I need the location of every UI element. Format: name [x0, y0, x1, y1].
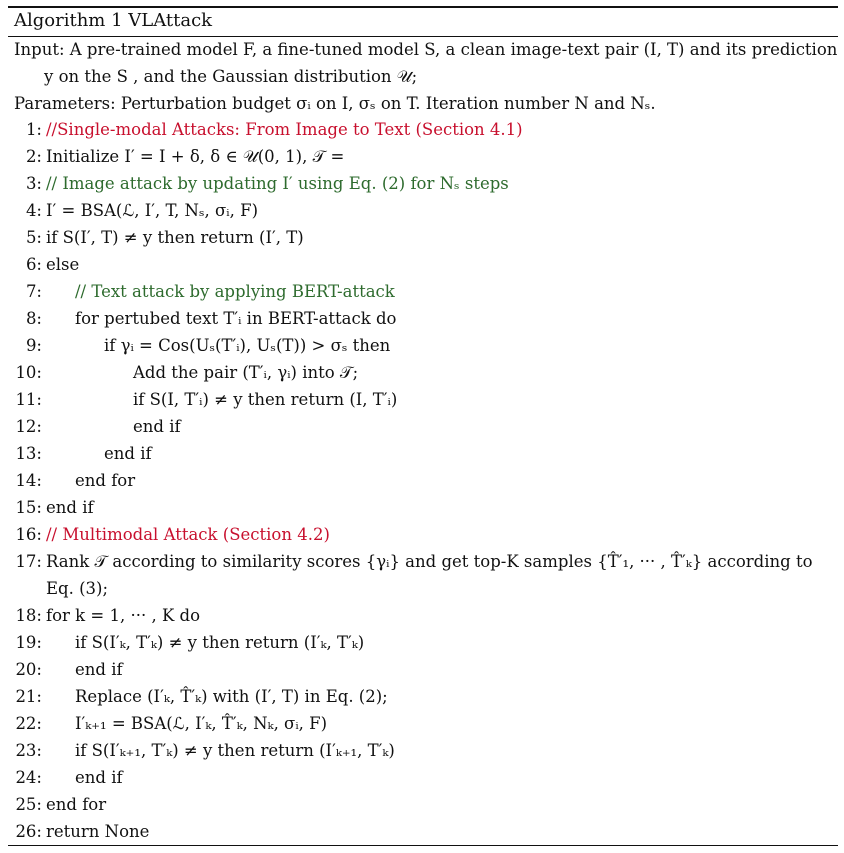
algorithm-step — [14, 309, 397, 329]
algorithm-step — [14, 444, 152, 464]
step-text: // Image attack by updating I′ using Eq. (2) for Nₛ steps — [46, 174, 509, 193]
algorithm-step — [14, 174, 509, 194]
algorithm-step — [14, 579, 108, 599]
top-rule — [8, 6, 838, 8]
line-number: 17: — [15, 552, 42, 571]
line-number: 3: — [25, 174, 42, 193]
step-text: end for — [46, 795, 107, 814]
step-text: Rank 𝒯 according to similarity scores {γᵢ} and get top-K samples {T̂′₁, ··· , T̂′ₖ} according to — [46, 552, 813, 571]
input-line-1: Input: A pre-trained model F, a fine-tuned model S, a clean image-text pair (I, T) and its prediction — [14, 40, 838, 59]
title-rule — [8, 36, 838, 37]
parameters-line: Parameters: Perturbation budget σᵢ on I, σₛ on T. Iteration number N and Nₛ. — [14, 94, 656, 113]
algorithm-step — [14, 606, 200, 626]
line-number: 5: — [25, 228, 42, 247]
algorithm-step — [14, 390, 397, 410]
algorithm-step — [14, 363, 358, 383]
algorithm-step — [14, 741, 395, 761]
algorithm-step — [14, 795, 106, 815]
step-text: //Single-modal Attacks: From Image to Text (Section 4.1) — [46, 120, 523, 139]
line-number: 16: — [15, 525, 42, 544]
step-text: if S(I, T′ᵢ) ≠ y then return (I, T′ᵢ) — [133, 390, 398, 409]
algorithm-title: Algorithm 1 VLAttack — [14, 10, 213, 31]
step-text: I′ = BSA(ℒ, I′, T, Nₛ, σᵢ, F) — [46, 201, 259, 220]
step-text: for k = 1, ··· , K do — [46, 606, 201, 625]
line-number: 20: — [15, 660, 42, 679]
algorithm-step — [14, 471, 135, 491]
step-text: // Text attack by applying BERT-attack — [75, 282, 395, 301]
step-text: I′ₖ₊₁ = BSA(ℒ, I′ₖ, T̂′ₖ, Nₖ, σᵢ, F) — [75, 714, 328, 733]
algorithm-step — [14, 822, 149, 842]
line-number: 24: — [15, 768, 42, 787]
line-number: 19: — [15, 633, 42, 652]
step-text: for pertubed text T′ᵢ in BERT-attack do — [75, 309, 397, 328]
step-text: Add the pair (T′ᵢ, γᵢ) into 𝒯; — [133, 363, 359, 382]
algorithm-step — [14, 255, 79, 275]
line-number: 13: — [15, 444, 42, 463]
algorithm-step — [14, 687, 388, 707]
line-number: 1: — [25, 120, 42, 139]
line-number: 21: — [15, 687, 42, 706]
step-text: end if — [75, 768, 123, 787]
algorithm-step — [14, 228, 304, 248]
step-text: if γᵢ = Cos(Uₛ(T′ᵢ), Uₛ(T)) > σₛ then — [104, 336, 391, 355]
line-number: 26: — [15, 822, 42, 841]
algorithm-step — [14, 633, 364, 653]
step-text: Initialize I′ = I + δ, δ ∈ 𝒰(0, 1), 𝒯 = — [46, 147, 345, 166]
line-number: 11: — [15, 390, 42, 409]
step-text: end for — [75, 471, 136, 490]
line-number: 4: — [25, 201, 42, 220]
line-number: 6: — [25, 255, 42, 274]
step-text: Replace (I′ₖ, T̂′ₖ) with (I′, T) in Eq. (2); — [75, 687, 388, 706]
line-number: 22: — [15, 714, 42, 733]
step-text: end if — [104, 444, 152, 463]
step-text: return None — [46, 822, 150, 841]
step-text: if S(I′ₖ, T′ₖ) ≠ y then return (I′ₖ, T′ₖ) — [75, 633, 365, 652]
line-number: 15: — [15, 498, 42, 517]
line-number: 14: — [15, 471, 42, 490]
algorithm-step — [14, 660, 123, 680]
line-number: 23: — [15, 741, 42, 760]
algorithm-step — [14, 201, 258, 221]
algorithm-step — [14, 336, 390, 356]
step-text: Eq. (3); — [46, 579, 109, 598]
algorithm-step — [14, 552, 813, 572]
input-line-2: y on the S , and the Gaussian distribution 𝒰; — [44, 67, 418, 86]
step-text: if S(I′, T) ≠ y then return (I′, T) — [46, 228, 304, 247]
algorithm-step — [14, 768, 123, 788]
line-number: 18: — [15, 606, 42, 625]
step-text: end if — [133, 417, 181, 436]
algorithm-step — [14, 147, 344, 167]
algorithm-step — [14, 714, 327, 734]
algorithm-step — [14, 417, 181, 437]
algorithm-step — [14, 120, 523, 140]
step-text: // Multimodal Attack (Section 4.2) — [46, 525, 330, 544]
line-number: 9: — [25, 336, 42, 355]
line-number: 10: — [15, 363, 42, 382]
algorithm-step — [14, 498, 94, 518]
algorithm-step — [14, 525, 330, 545]
step-text: if S(I′ₖ₊₁, T′ₖ) ≠ y then return (I′ₖ₊₁, T′ₖ) — [75, 741, 395, 760]
bottom-rule — [8, 845, 838, 846]
step-text: else — [46, 255, 80, 274]
step-text: end if — [46, 498, 94, 517]
algorithm-step — [14, 282, 395, 302]
line-number: 2: — [25, 147, 42, 166]
line-number: 25: — [15, 795, 42, 814]
line-number: 7: — [25, 282, 42, 301]
line-number: 12: — [15, 417, 42, 436]
line-number: 8: — [25, 309, 42, 328]
step-text: end if — [75, 660, 123, 679]
